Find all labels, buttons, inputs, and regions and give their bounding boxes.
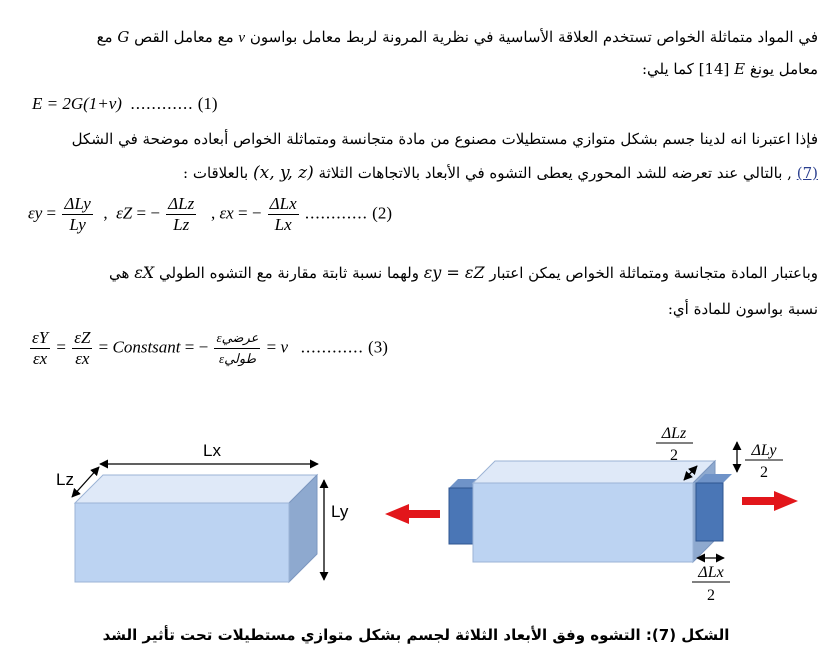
eq3-frac1 <box>30 328 50 369</box>
fraction-denominator: Ly <box>69 215 86 234</box>
dlz-denominator: 2 <box>670 447 678 464</box>
text: نسبة بواسون للمادة أي: <box>667 300 818 318</box>
text: في المواد متماثلة الخواص تستخدم العلاقة الأساسية في نظرية المرونة لربط معامل بواسون <box>249 28 818 46</box>
text: كما يلي: <box>641 60 694 78</box>
fraction-numerator: ΔLy <box>64 194 91 213</box>
left-pull-arrow <box>385 504 440 524</box>
left-box-top <box>75 475 317 503</box>
dly-numerator: ΔLy <box>751 442 777 459</box>
left-box-front <box>75 503 289 582</box>
right-box-top <box>473 461 715 483</box>
dlx-denominator: 2 <box>707 587 715 604</box>
eq-label: (3) <box>368 337 388 357</box>
fraction-numerator: ΔLx <box>269 194 297 213</box>
eq3-nu: ν <box>280 337 289 357</box>
fraction-numerator: ΔLz <box>168 194 195 213</box>
para3-line2 <box>668 298 818 320</box>
eq2-term3-lhs: εx <box>219 203 234 223</box>
left-box <box>75 475 317 582</box>
var-nu: ν <box>238 30 246 46</box>
ly-label: Ly <box>331 502 349 521</box>
text: مع معامل القص <box>134 28 234 46</box>
fraction-denominator: εx <box>75 349 90 368</box>
text: معامل يونغ <box>749 60 818 78</box>
text: وباعتبار المادة متجانسة ومتماثلة الخواص يمكن اعتبار <box>489 264 818 282</box>
right-pull-arrow <box>742 491 798 511</box>
dly-denominator: 2 <box>760 464 768 481</box>
fraction-denominator: Lz <box>173 215 190 234</box>
figure-reference[interactable]: (7) <box>796 164 818 182</box>
text: فإذا اعتبرنا انه لدينا جسم بشكل متوازي مستطيلات مصنوع من مادة متجانسة ومتماثلة الخواص أبعاده موضحة في الشكل <box>71 130 818 148</box>
equation-1 <box>32 94 218 114</box>
eq2-term1-frac <box>62 194 92 235</box>
reference: [14] <box>698 60 730 78</box>
var-xyz: (x, y, z) <box>252 163 314 183</box>
eq-dots: ............ <box>300 337 364 357</box>
eq2-term3-frac <box>268 194 299 235</box>
var-e: E <box>734 60 746 78</box>
right-box <box>449 461 732 562</box>
text: مع <box>96 28 113 46</box>
figure-caption: الشكل (7): التشوه وفق الأبعاد الثلاثة لجسم بشكل متوازي مستطيلات تحت تأثير الشد <box>102 626 730 644</box>
para2-line2 <box>183 162 818 184</box>
equation-3: $\frac{\varepsilon Y}{\varepsilon x}$ = $\frac{\varepsilon Z}{\varepsilon x}$ = Constsant = − $\frac{\text{εعرضي}}{\text{εطولي}}$ = ν ............ (3) <box>32 328 388 368</box>
eq3-frac3 <box>214 328 260 369</box>
eq-inline: εy = εZ <box>423 263 485 282</box>
lz-label: Lz <box>56 470 74 489</box>
para3-line1 <box>109 262 818 284</box>
fraction-denominator: εطولي <box>218 351 256 366</box>
fraction-numerator: εY <box>32 328 49 347</box>
para2-line1 <box>72 128 818 150</box>
text: ولهما نسبة ثابتة مقارنة مع التشوه الطولي <box>158 264 419 282</box>
equation-2: εy = $\frac{\text{ΔLy}}{Ly}$ , εZ = − $\frac{\text{ΔLz}}{Lz}$ , εx = − $\frac{\text{ΔLx}}{Lx}$ ............ (2) <box>28 194 392 234</box>
right-grip <box>696 483 723 541</box>
lx-label: Lx <box>203 441 221 460</box>
fraction-numerator: εعرضي <box>214 328 260 349</box>
eq2-term1-lhs: εy <box>28 203 43 223</box>
dlx-numerator: ΔLx <box>698 564 724 581</box>
text: بالعلاقات : <box>183 164 249 182</box>
eq-label: (1) <box>197 94 218 113</box>
eq3-constant: Constsant <box>112 337 181 357</box>
right-box-front <box>473 483 693 562</box>
para1-line2 <box>642 58 818 80</box>
dlz-numerator: ΔLz <box>661 425 687 442</box>
var-ex: εX <box>134 263 155 282</box>
fraction-numerator: εZ <box>74 328 91 347</box>
eq2-term2-frac <box>166 194 196 235</box>
eq3-frac2 <box>72 328 92 369</box>
eq-label: (2) <box>372 203 392 223</box>
var-g: G <box>117 28 130 46</box>
text: , بالتالي عند تعرضه للشد المحوري يعطى التشوه في الأبعاد بالاتجاهات الثلاثة <box>318 164 792 182</box>
eq-dots: ............ <box>130 94 194 113</box>
fraction-denominator: εx <box>32 349 48 368</box>
eq-dots: ............ <box>304 203 368 223</box>
text: هي <box>108 264 130 282</box>
eq1-expression: E = 2G(1+ν) <box>32 94 122 113</box>
para1-line1 <box>97 26 818 49</box>
figure-7 <box>0 400 832 630</box>
eq2-term2-lhs: εZ <box>116 203 133 223</box>
fraction-denominator: Lx <box>274 215 292 234</box>
